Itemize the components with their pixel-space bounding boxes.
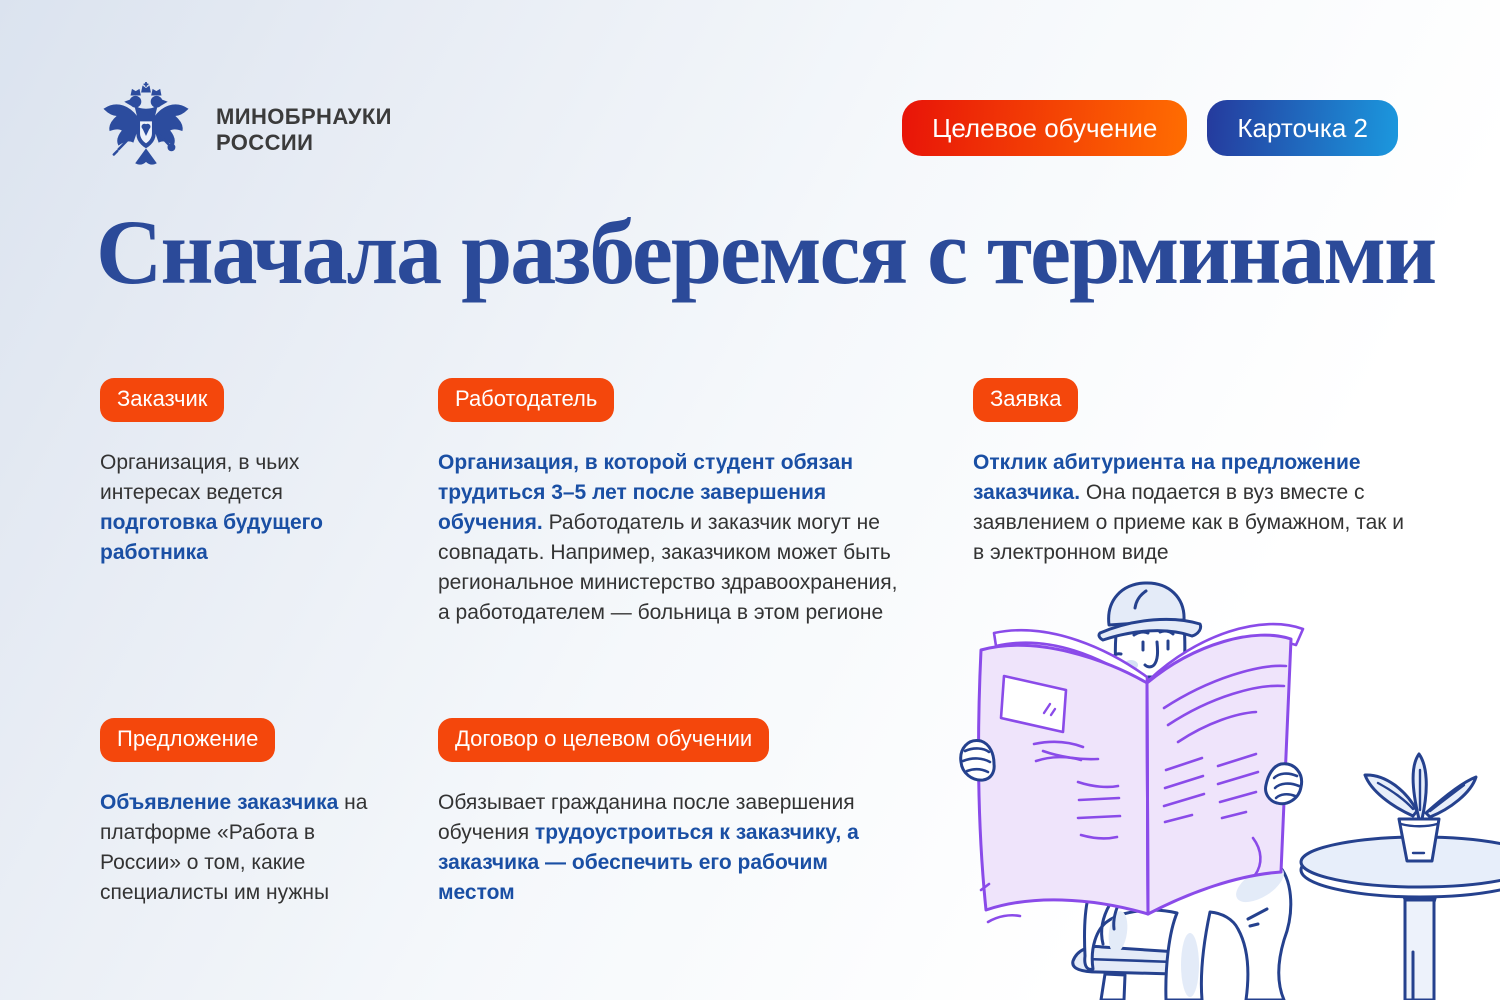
ministry-logo	[98, 82, 392, 178]
term-tag: Договор о целевом обучении	[438, 718, 769, 762]
term-description: Обязывает гражданина после завершения обучения трудоустроиться к заказчику, а заказчика — обеспечить его рабочим местом	[438, 791, 859, 904]
term-tag: Заявка	[973, 378, 1078, 422]
badge-card-number: Карточка 2	[1207, 100, 1398, 156]
double-headed-eagle-icon	[98, 82, 194, 178]
badge-program: Целевое обучение	[902, 100, 1187, 156]
ministry-name-line1: МИНОБРНАУКИ	[216, 103, 392, 129]
term-tag: Работодатель	[438, 378, 614, 422]
term-tag: Заказчик	[100, 378, 224, 422]
term-card-customer	[100, 378, 385, 568]
header-badges	[902, 100, 1398, 156]
right-hand	[1266, 764, 1302, 804]
term-description: Отклик абитуриента на предложение заказчика. Она подается в вуз вместе с заявлением о приеме как в бумажном, так и в электронном виде	[973, 451, 1405, 564]
cafe-table	[1301, 837, 1500, 1000]
ministry-name-line2: РОССИИ	[216, 130, 314, 155]
term-description: Организация, в которой студент обязан трудиться 3–5 лет после завершения обучения. Работодатель и заказчик могут не совпадать. Например, заказчиком может быть региональное министерство здравоохранения, а работодателем — больница в этом регионе	[438, 451, 898, 624]
term-tag: Предложение	[100, 718, 275, 762]
term-card-contract	[438, 718, 890, 908]
term-card-employer	[438, 378, 900, 628]
term-card-application	[973, 378, 1405, 568]
term-description: Объявление заказчика на платформе «Работа в России» о том, какие специалисты им нужны	[100, 791, 368, 904]
page-title: Сначала разберемся с терминами	[96, 201, 1436, 303]
term-description: Организация, в чьих интересах ведется подготовка будущего работника	[100, 451, 323, 564]
term-card-offer	[100, 718, 385, 908]
person-reading-newspaper-illustration	[950, 570, 1500, 1000]
left-hand	[961, 741, 994, 781]
ministry-name	[216, 104, 392, 157]
